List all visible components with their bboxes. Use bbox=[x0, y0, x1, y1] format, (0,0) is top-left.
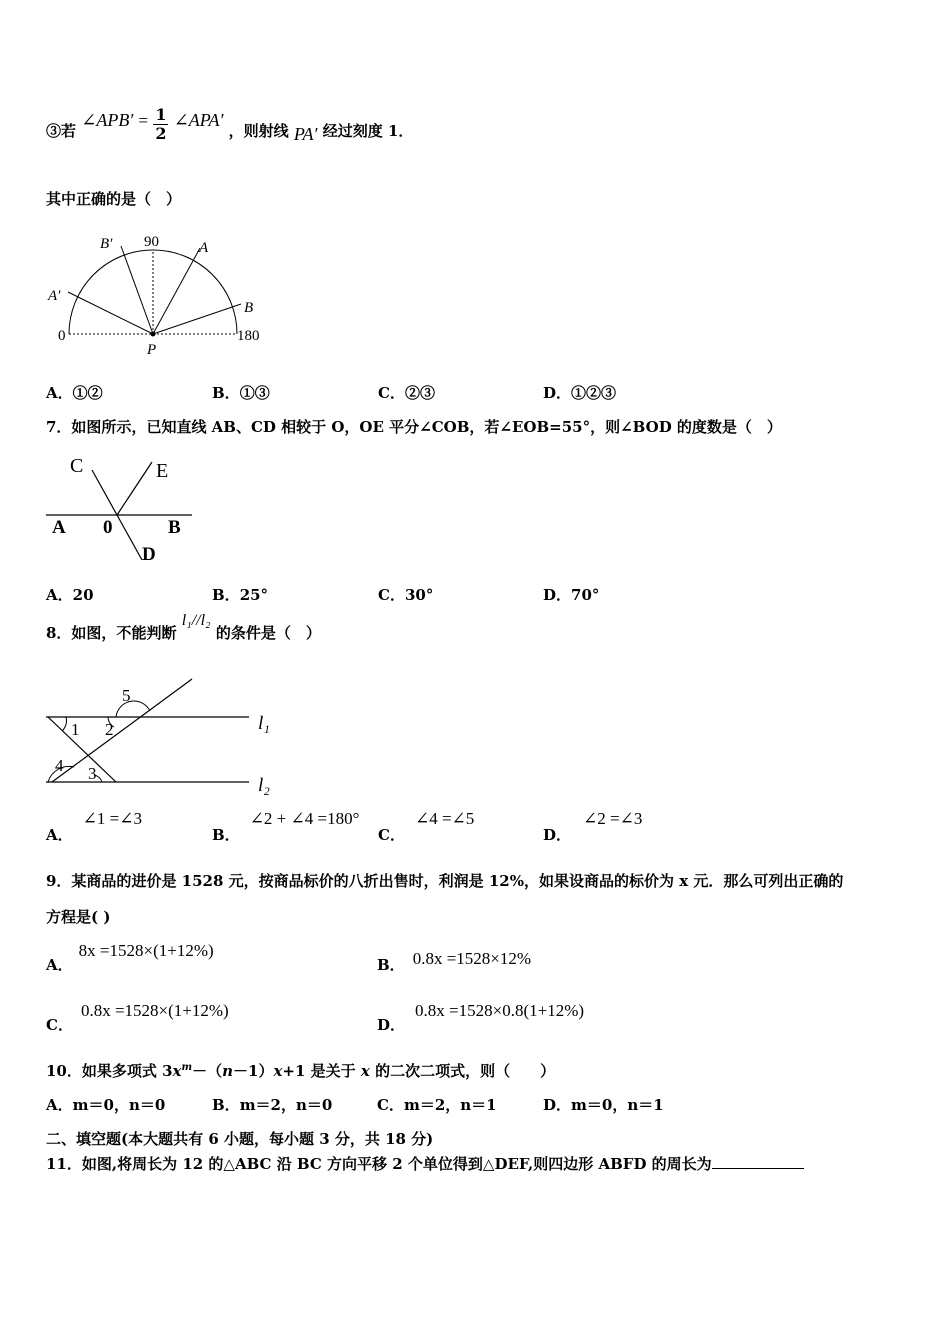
label-3: 3 bbox=[88, 764, 97, 783]
statement-3-prefix: ③若 bbox=[46, 122, 77, 140]
label-l2: l₂ bbox=[258, 775, 270, 796]
label-A1: A′ bbox=[48, 288, 61, 304]
label-2: 2 bbox=[105, 720, 114, 739]
ray-PB bbox=[153, 304, 241, 334]
q6-option-b[interactable]: B．①③ bbox=[212, 384, 270, 402]
q6-option-d[interactable]: D．①②③ bbox=[543, 384, 617, 402]
q9-stem-line1: 9．某商品的进价是 1528 元，按商品标价的八折出售时，利润是 12%，如果设商品的标价为 x 元．那么可列出正确的 bbox=[46, 872, 844, 890]
protractor-figure bbox=[44, 228, 274, 358]
statement-3-lhs: ∠APB′ bbox=[81, 110, 134, 130]
section-2-heading: 二、填空题(本大题共有 6 小题，每小题 3 分，共 18 分) bbox=[46, 1130, 434, 1148]
label-4: 4 bbox=[55, 756, 64, 775]
q10-option-b[interactable]: B．m＝2，n＝0 bbox=[212, 1096, 333, 1114]
label-5: 5 bbox=[122, 686, 131, 705]
q9-option-a[interactable]: A．8x =1528×(1+12%) bbox=[46, 941, 214, 974]
q9-option-b[interactable]: B． 0.8x =1528×12% bbox=[377, 949, 532, 974]
q11-answer-blank[interactable] bbox=[712, 1156, 804, 1169]
q6-option-a[interactable]: A．①② bbox=[46, 384, 103, 402]
q8-stem-math: l₁//l₂ bbox=[181, 611, 211, 629]
q8-option-b[interactable]: B．∠2 + ∠4 =180° bbox=[212, 809, 360, 844]
label-P: P bbox=[147, 342, 157, 358]
statement-3-ray: PA′ bbox=[293, 124, 318, 144]
q9-stem-line2: 方程是( ) bbox=[46, 908, 111, 926]
label-D: D bbox=[142, 544, 156, 565]
statement-3-eq: = bbox=[138, 110, 149, 130]
statement-3 bbox=[46, 105, 414, 152]
label-E: E bbox=[156, 460, 169, 482]
fraction-denominator: 2 bbox=[155, 124, 167, 143]
arc-angle-1 bbox=[62, 717, 67, 731]
label-0: 0 bbox=[58, 328, 66, 344]
point-P bbox=[151, 332, 156, 337]
q10-stem: 10．如果多项式 $3x^m-(n-1)x+1$ 是关于 x 的二次二项式，则（ ） bbox=[46, 1062, 556, 1080]
label-1: 1 bbox=[71, 720, 80, 739]
q10-option-c[interactable]: C．m＝2，n＝1 bbox=[377, 1096, 497, 1114]
label-B: B bbox=[168, 517, 181, 538]
q8-stem: 8．如图，不能判断 l₁//l₂ 的条件是（ ） bbox=[46, 611, 321, 642]
label-l1: l₁ bbox=[258, 713, 270, 734]
statement-3-mid: ，则射线 bbox=[228, 122, 289, 140]
fraction-numerator: 1 bbox=[155, 105, 167, 124]
label-C: C bbox=[70, 455, 84, 477]
label-180: 180 bbox=[237, 328, 260, 344]
q7-figure bbox=[44, 452, 204, 567]
label-90: 90 bbox=[144, 234, 159, 250]
q9-option-d[interactable]: D．0.8x =1528×0.8(1+12%) bbox=[377, 1001, 585, 1034]
q6-prompt: 其中正确的是（ ） bbox=[46, 190, 182, 208]
q11-stem: 11．如图,将周长为 12 的△ABC 沿 BC 方向平移 2 个单位得到△DEF,则四边形 ABFD 的周长为 bbox=[46, 1153, 804, 1174]
q7-option-d[interactable]: D．70° bbox=[543, 586, 600, 604]
q8-option-a[interactable]: A．∠1 =∠3 bbox=[46, 809, 142, 844]
q7-option-c[interactable]: C．30° bbox=[378, 586, 434, 604]
q8-option-c[interactable]: C．∠4 =∠5 bbox=[378, 809, 475, 844]
q7-stem: 7．如图所示，已知直线 AB、CD 相较于 O，OE 平分∠COB，若∠EOB=55°，则∠BOD 的度数是（ ） bbox=[46, 418, 782, 436]
q10-option-d[interactable]: D．m＝0，n＝1 bbox=[543, 1096, 664, 1114]
q7-option-a[interactable]: A．20 bbox=[46, 586, 94, 604]
q7-option-b[interactable]: B．25° bbox=[212, 586, 269, 604]
ray-OE bbox=[117, 462, 152, 515]
q8-option-d[interactable]: D．∠2 =∠3 bbox=[543, 809, 643, 844]
label-B: B bbox=[244, 300, 254, 316]
label-O: 0 bbox=[103, 517, 113, 538]
ray-PA bbox=[153, 248, 200, 334]
q9-option-c[interactable]: C．0.8x =1528×(1+12%) bbox=[46, 1001, 229, 1034]
statement-3-rhs: ∠APA′ bbox=[173, 110, 224, 130]
label-A: A bbox=[52, 517, 66, 538]
q8-figure bbox=[44, 675, 284, 800]
q6-option-c[interactable]: C．②③ bbox=[378, 384, 435, 402]
label-B1: B′ bbox=[100, 236, 113, 252]
q10-option-a[interactable]: A．m＝0，n＝0 bbox=[46, 1096, 166, 1114]
statement-3-fraction bbox=[153, 106, 168, 143]
label-A: A bbox=[199, 240, 209, 256]
statement-3-suffix: 经过刻度 1． bbox=[322, 122, 414, 140]
